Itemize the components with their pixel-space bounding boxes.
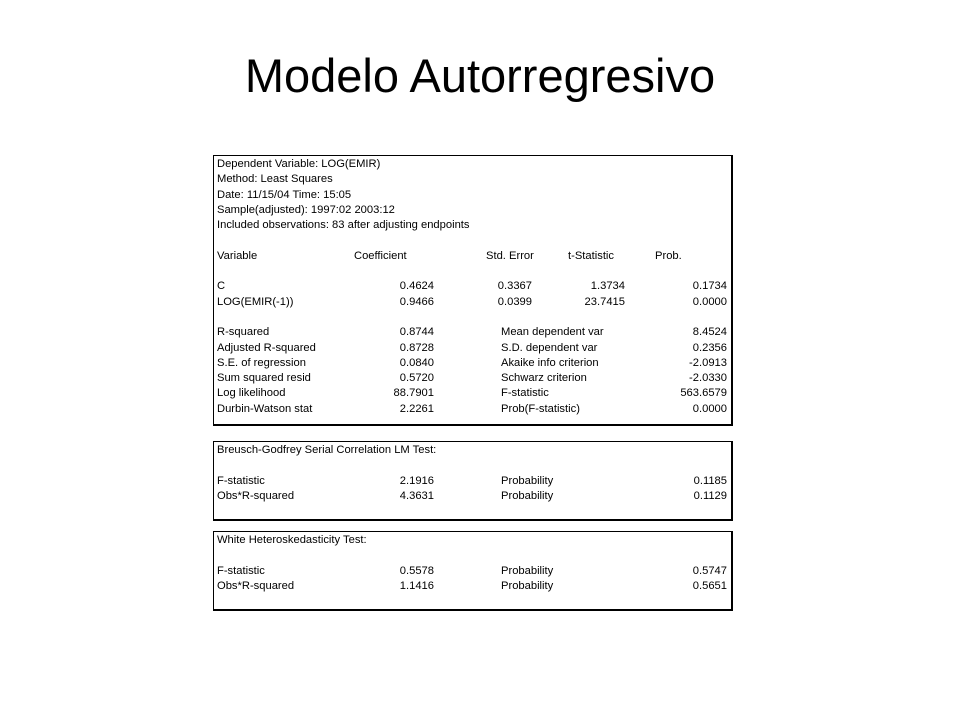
statistic-label: Durbin-Watson stat	[217, 402, 313, 415]
test-row	[217, 474, 727, 489]
statistic-value: 0.8728	[399, 341, 434, 354]
statistic-value: 88.7901	[393, 387, 434, 400]
statistic-label-right: Schwarz criterion	[501, 372, 587, 385]
sample-line: Sample(adjusted): 1997:02 2003:12	[217, 203, 395, 216]
statistics-row	[217, 402, 727, 417]
statistic-label-right: Mean dependent var	[501, 326, 604, 339]
statistics-row	[217, 341, 727, 356]
column-header-t-statistic: t-Statistic	[568, 249, 615, 262]
probability-label: Probability	[501, 474, 554, 487]
test-stat-value: 0.5578	[399, 564, 434, 577]
statistics-row	[217, 325, 727, 340]
date-time-line: Date: 11/15/04 Time: 15:05	[217, 188, 352, 201]
statistics-row	[217, 371, 727, 386]
variable-name: LOG(EMIR(-1))	[217, 295, 294, 308]
coefficient-row	[217, 279, 727, 294]
coefficient-value: 0.9466	[399, 295, 434, 308]
statistic-value-right: -2.0913	[689, 356, 727, 369]
coefficient-row	[217, 295, 727, 310]
statistic-label: Sum squared resid	[217, 372, 311, 385]
statistic-value-right: -2.0330	[689, 372, 727, 385]
test-row	[217, 489, 727, 504]
std-error-value: 0.3367	[497, 280, 532, 293]
variable-name: C	[217, 280, 226, 293]
slide-title: Modelo Autorregresivo	[244, 49, 716, 102]
dependent-variable-line: Dependent Variable: LOG(EMIR)	[217, 158, 381, 170]
probability-label: Probability	[501, 489, 554, 502]
column-header-variable: Variable	[217, 249, 258, 262]
test-title: White Heteroskedasticity Test:	[217, 534, 367, 546]
test-stat-label: Obs*R-squared	[217, 489, 295, 502]
probability-value: 0.1185	[693, 474, 727, 487]
statistic-label-right: S.D. dependent var	[501, 341, 598, 354]
test-title: Breusch-Godfrey Serial Correlation LM Test:	[217, 444, 437, 456]
probability-value: 0.5651	[692, 579, 727, 592]
statistic-value: 2.2261	[399, 402, 434, 415]
test-stat-value: 1.1416	[399, 579, 434, 592]
probability-label: Probability	[501, 564, 554, 577]
statistic-value: 0.0840	[399, 356, 434, 369]
white-heteroskedasticity-test-panel	[213, 531, 733, 611]
statistic-value-right: 0.2356	[692, 341, 727, 354]
statistic-label: S.E. of regression	[217, 356, 306, 369]
test-row	[217, 579, 727, 594]
statistic-label-right: F-statistic	[501, 387, 549, 400]
t-statistic-value: 23.7415	[584, 295, 625, 308]
statistic-label: Adjusted R-squared	[217, 341, 316, 354]
test-stat-label: Obs*R-squared	[217, 579, 295, 592]
probability-value: 0.5747	[692, 564, 727, 577]
statistic-label-right: Akaike info criterion	[501, 356, 599, 369]
statistics-row	[217, 386, 727, 401]
probability-value: 0.1129	[693, 489, 727, 502]
prob-value: 0.0000	[692, 295, 727, 308]
statistic-value: 0.8744	[399, 326, 434, 339]
coefficient-value: 0.4624	[399, 280, 434, 293]
statistic-value-right: 0.0000	[692, 402, 727, 415]
statistics-row	[217, 356, 727, 371]
regression-output-panel	[213, 155, 733, 426]
test-stat-value: 4.3631	[399, 489, 434, 502]
std-error-value: 0.0399	[497, 295, 532, 308]
statistic-value-right: 563.6579	[680, 387, 727, 400]
column-header-std-error: Std. Error	[486, 249, 534, 262]
statistic-value-right: 8.4524	[692, 326, 727, 339]
test-stat-label: F-statistic	[217, 564, 265, 577]
column-header-coefficient: Coefficient	[354, 249, 407, 262]
statistic-label-right: Prob(F-statistic)	[501, 402, 580, 415]
breusch-godfrey-test-panel	[213, 441, 733, 521]
coefficient-table-header	[217, 249, 727, 264]
prob-value: 0.1734	[692, 280, 727, 293]
test-row	[217, 564, 727, 579]
test-stat-value: 2.1916	[399, 474, 434, 487]
statistic-label: R-squared	[217, 326, 270, 339]
observations-line: Included observations: 83 after adjusting endpoints	[217, 219, 470, 232]
t-statistic-value: 1.3734	[590, 280, 625, 293]
method-line: Method: Least Squares	[217, 173, 333, 186]
column-header-prob: Prob.	[655, 249, 682, 262]
test-stat-label: F-statistic	[217, 474, 265, 487]
probability-label: Probability	[501, 579, 554, 592]
statistic-value: 0.5720	[399, 372, 434, 385]
statistic-label: Log likelihood	[217, 387, 286, 400]
